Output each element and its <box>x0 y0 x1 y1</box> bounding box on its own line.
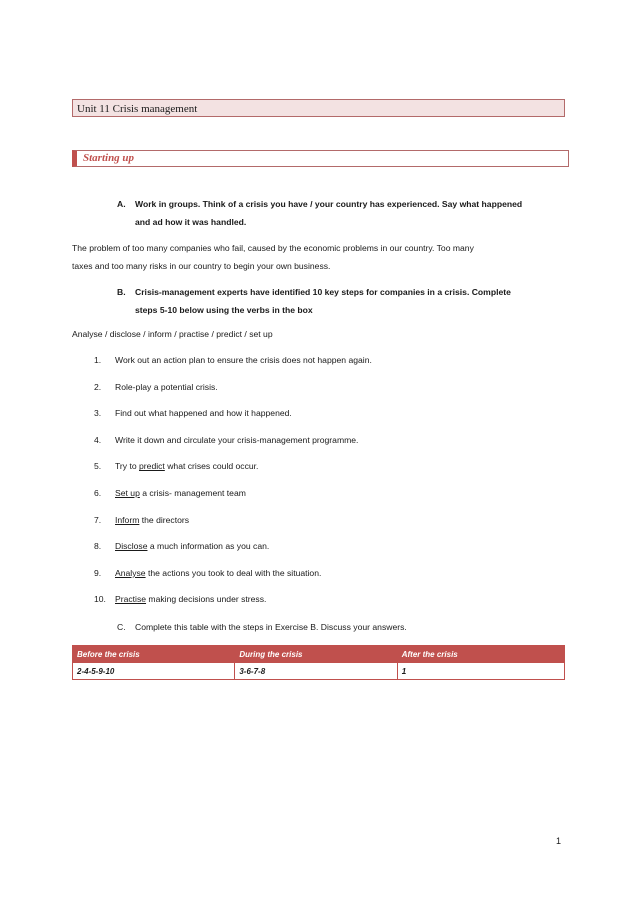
task-a-line1: Work in groups. Think of a crisis you have / your country has experienced. Say what happened <box>135 199 523 209</box>
step-rest: the directors <box>139 514 190 525</box>
step-number: 2. <box>94 381 102 392</box>
step-text <box>115 353 372 367</box>
step-rest: the actions you took to deal with the situation. <box>145 567 322 578</box>
unit-title: Unit 11 Crisis management <box>72 99 565 117</box>
step-rest: what crises could occur. <box>164 461 259 472</box>
table-header-row <box>73 646 565 663</box>
task-a-line2: and ad how it was handled. <box>135 217 247 227</box>
task-b-marker: B. <box>117 287 126 297</box>
table-cell: 2-4-5-9-10 <box>73 663 235 680</box>
step-text <box>115 380 218 394</box>
step-rest: Role-play a potential crisis. <box>115 381 218 392</box>
step-text <box>115 513 189 527</box>
step-verb: Inform <box>115 514 140 525</box>
steps-table <box>72 645 565 680</box>
step-verb: Practise <box>115 594 147 605</box>
step-verb: Disclose <box>115 541 148 552</box>
step-text <box>115 539 269 553</box>
step-text <box>115 406 292 420</box>
step-number: 5. <box>94 461 102 472</box>
step-number: 1. <box>94 355 102 365</box>
answer-a-line2: taxes and too many risks in our country to begin your own business. <box>72 261 331 271</box>
step-text <box>115 566 321 580</box>
step-number: 8. <box>94 541 102 552</box>
step-verb: Set up <box>115 488 140 498</box>
table-header: After the crisis <box>397 646 564 663</box>
step-text <box>115 459 258 473</box>
page-number: 1 <box>556 836 562 846</box>
step-rest: a much information as you can. <box>147 541 270 552</box>
step-verb: predict <box>139 461 165 472</box>
step-rest: Write it down and circulate your crisis-management programme. <box>115 434 359 445</box>
step-verb: Analyse <box>115 567 146 578</box>
step-number: 3. <box>94 408 102 419</box>
step-number: 10. <box>94 594 106 605</box>
task-b-line1: Crisis-management experts have identified 10 key steps for companies in a crisis. Complete <box>135 287 511 297</box>
task-c-text: Complete this table with the steps in Exercise B. Discuss your answers. <box>135 622 407 632</box>
step-number: 6. <box>94 488 102 498</box>
task-b-line2: steps 5-10 below using the verbs in the box <box>135 305 313 315</box>
table-header: Before the crisis <box>73 646 235 663</box>
task-c-marker: C. <box>117 622 126 632</box>
step-rest: a crisis- management team <box>139 488 246 498</box>
table-header: During the crisis <box>235 646 397 663</box>
step-text <box>115 592 266 606</box>
step-text <box>115 486 246 500</box>
task-a-marker: A. <box>117 199 126 209</box>
step-text <box>115 433 358 447</box>
table-cell: 3-6-7-8 <box>235 663 397 680</box>
step-rest: Work out an action plan to ensure the crisis does not happen again. <box>115 355 372 365</box>
table-row <box>73 663 565 680</box>
verb-box: Analyse / disclose / inform / practise / predict / set up <box>72 329 273 339</box>
step-rest: Find out what happened and how it happened. <box>115 408 292 419</box>
table-cell: 1 <box>397 663 564 680</box>
step-prefix: Try to <box>115 461 140 472</box>
step-number: 4. <box>94 434 102 445</box>
section-title: Starting up <box>72 150 569 167</box>
step-number: 7. <box>94 514 102 525</box>
step-number: 9. <box>94 567 102 578</box>
step-rest: making decisions under stress. <box>146 594 267 605</box>
answer-a-line1: The problem of too many companies who fail, caused by the economic problems in our country. Too many <box>72 243 474 253</box>
